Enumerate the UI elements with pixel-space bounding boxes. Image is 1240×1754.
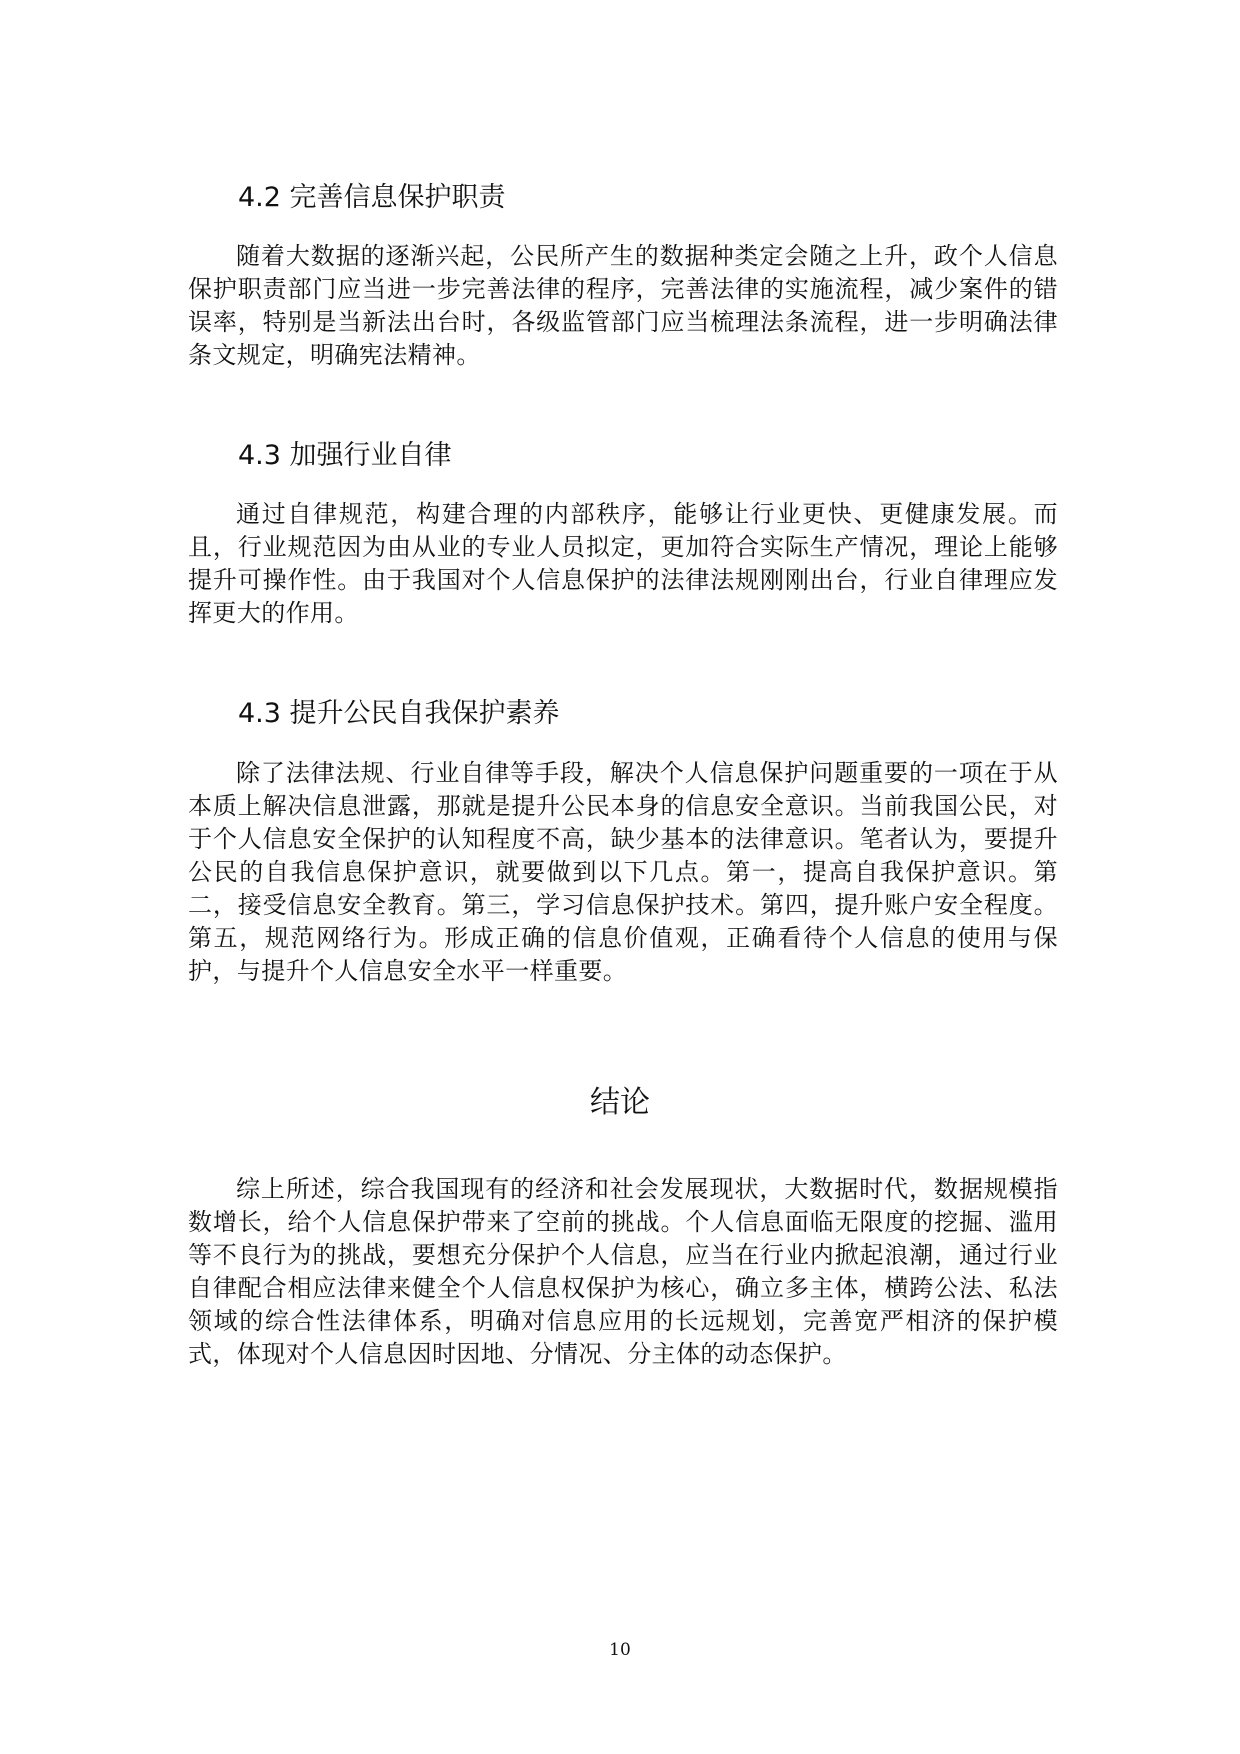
section-paragraph-4-3-citizen-protection: 除了法律法规、行业自律等手段，解决个人信息保护问题重要的一项在于从本质上解决信息泄露，那就是提升公民本身的信息安全意识。当前我国公民，对于个人信息安全保护的认知程度不高，缺少基本的法律意识。笔者认为，要提升公民的自我信息保护意识，就要做到以下几点。第一，提高自我保护意识。第二，接受信息安全教育。第三，学习信息保护技术。第四，提升账户安全程度。第五，规范网络行为。形成正确的信息价值观，正确看待个人信息的使用与保护，与提升个人信息安全水平一样重要。: [188, 759, 1058, 985]
conclusion-paragraph: 综上所述，综合我国现有的经济和社会发展现状，大数据时代，数据规模指数增长，给个人信息保护带来了空前的挑战。个人信息面临无限度的挖掘、滥用等不良行为的挑战，要想充分保护个人信息，应当在行业内掀起浪潮，通过行业自律配合相应法律来健全个人信息权保护为核心，确立多主体，横跨公法、私法领域的综合性法律体系，明确对信息应用的长远规划，完善宽严相济的保护模式，体现对个人信息因时因地、分情况、分主体的动态保护。: [188, 1175, 1058, 1368]
conclusion-title: 结论: [590, 1085, 650, 1120]
section-heading-4-3-citizen-protection: 4.3 提升公民自我保护素养: [238, 698, 560, 729]
section-heading-4-2: 4.2 完善信息保护职责: [238, 182, 506, 213]
section-paragraph-4-3-self-regulation: 通过自律规范，构建合理的内部秩序，能够让行业更快、更健康发展。而且，行业规范因为由从业的专业人员拟定，更加符合实际生产情况，理论上能够提升可操作性。由于我国对个人信息保护的法律法规刚刚出台，行业自律理应发挥更大的作用。: [188, 500, 1058, 627]
section-heading-4-3-self-regulation: 4.3 加强行业自律: [238, 440, 452, 471]
section-paragraph-4-2: 随着大数据的逐渐兴起，公民所产生的数据种类定会随之上升，政个人信息保护职责部门应当进一步完善法律的程序，完善法律的实施流程，减少案件的错误率，特别是当新法出台时，各级监管部门应当梳理法条流程，进一步明确法律条文规定，明确宪法精神。: [188, 242, 1058, 369]
page-number: 10: [609, 1640, 631, 1660]
